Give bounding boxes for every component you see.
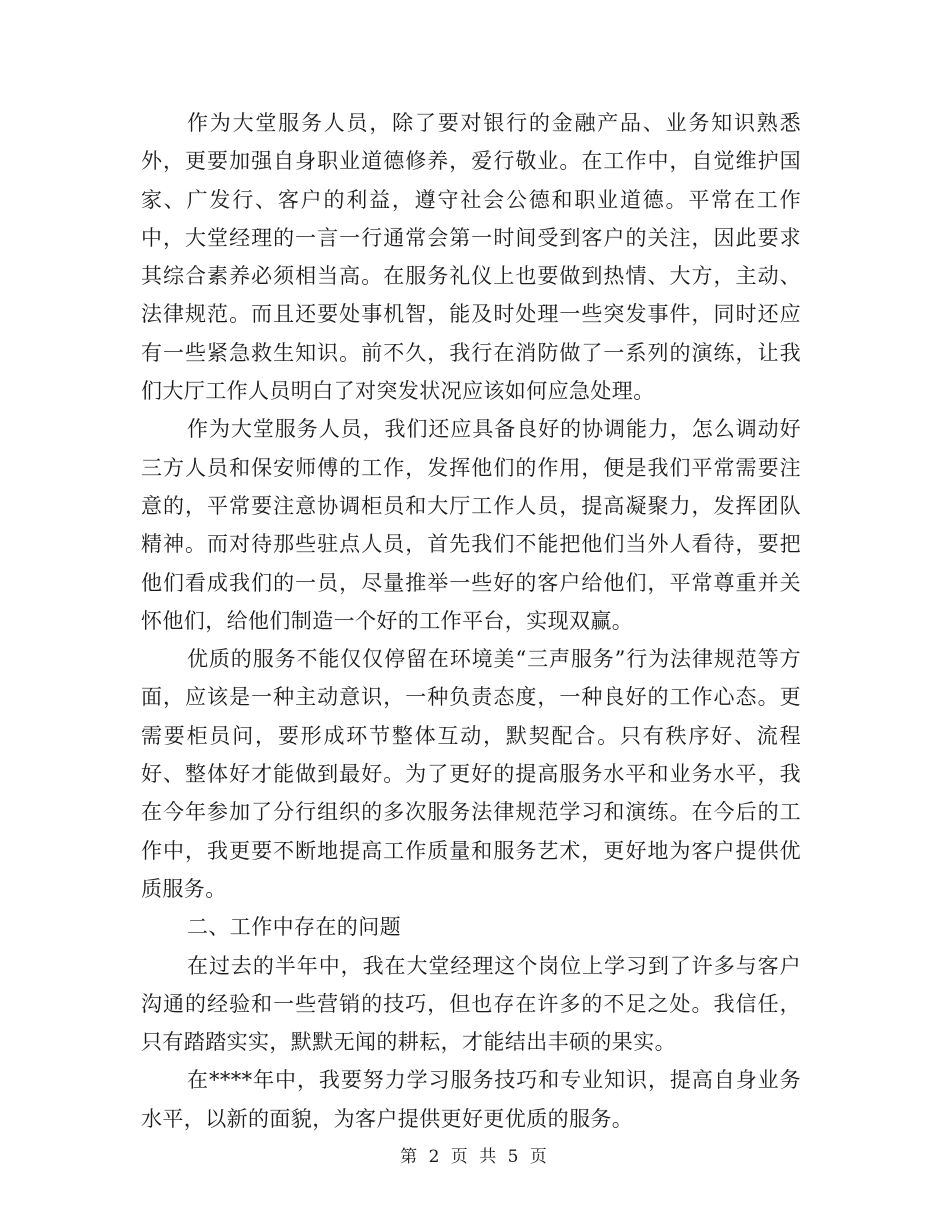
paragraph-past-half-year: 在过去的半年中，我在大堂经理这个岗位上学习到了许多与客户沟通的经验和一些营销的技巧，但也存在许多的不足之处。我信任，只有踏踏实实，默默无闻的耕耘，才能结出丰硕的果实。	[141, 953, 801, 1055]
paragraph-coordination: 作为大堂服务人员，我们还应具备良好的协调能力，怎么调动好三方人员和保安师傅的工作，发挥他们的作用，便是我们平常需要注意的，平常要注意协调柜员和大厅工作人员，提高凝聚力，发挥团队精神。而对待那些驻点人员，首先我们不能把他们当外人看待，要把他们看成我们的一员，尽量推举一些好的客户给他们，平常尊重并关怀他们，给他们制造一个好的工作平台，实现双赢。	[141, 417, 801, 633]
document-body	[141, 104, 801, 1138]
section-heading-problems: 二、工作中存在的问题	[187, 915, 401, 940]
paragraph-quality-service: 优质的服务不能仅仅停留在环境美“三声服务”行为法律规范等方面，应该是一种主动意识，一种负责态度，一种良好的工作心态。更需要柜员问，要形成环节整体互动，默契配合。只有秩序好、流程好、整体好才能做到最好。为了更好的提高服务水平和业务水平，我在今年参加了分行组织的多次服务法律规范学习和演练。在今后的工作中，我更要不断地提高工作质量和服务艺术，更好地为客户提供优质服务。	[141, 647, 801, 901]
page-number-footer: 第 2 页 共 5 页	[400, 1147, 550, 1167]
paragraph-next-year: 在****年中，我要努力学习服务技巧和专业知识，提高自身业务水平，以新的面貌，为客户提供更好更优质的服务。	[141, 1068, 801, 1131]
paragraph-professional-ethics: 作为大堂服务人员，除了要对银行的金融产品、业务知识熟悉外，更要加强自身职业道德修养，爱行敬业。在工作中，自觉维护国家、广发行、客户的利益，遵守社会公德和职业道德。平常在工作中，大堂经理的一言一行通常会第一时间受到客户的关注，因此要求其综合素养必须相当高。在服务礼仪上也要做到热情、大方，主动、法律规范。而且还要处事机智，能及时处理一些突发事件，同时还应有一些紧急救生知识。前不久，我行在消防做了一系列的演练，让我们大厅工作人员明白了对突发状况应该如何应急处理。	[141, 111, 801, 404]
